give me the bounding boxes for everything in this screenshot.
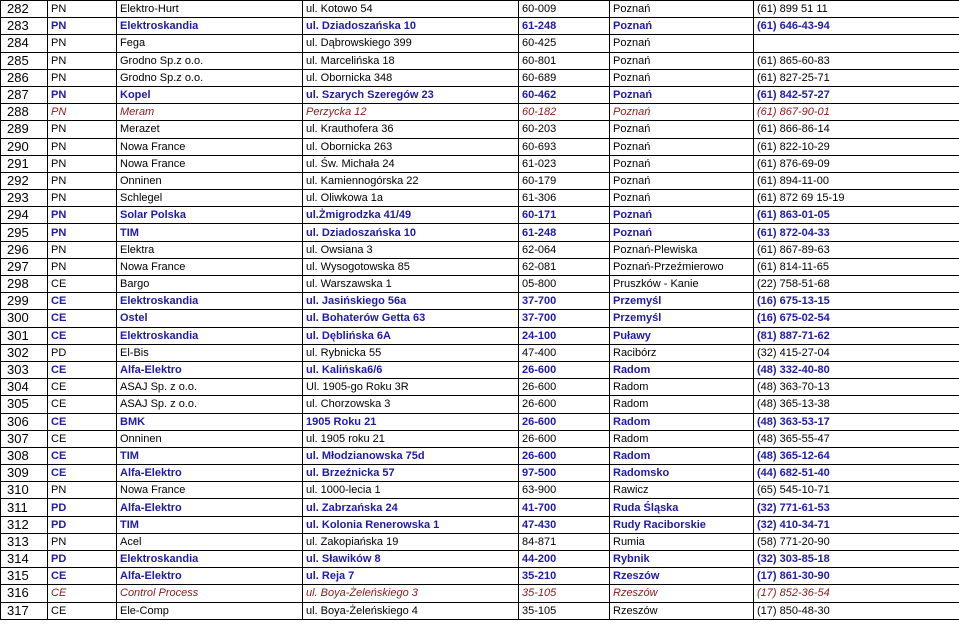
company-cell: Elektroskandia [117, 18, 303, 35]
table-row [1, 585, 959, 602]
city-cell: Poznań-Przeźmierowo [610, 258, 754, 275]
region-cell: PD [48, 551, 117, 568]
zip-cell: 60-171 [519, 207, 610, 224]
phone-cell: (61) 899 51 11 [754, 1, 959, 18]
zip-cell: 35-210 [519, 568, 610, 585]
city-cell: Przemyśl [610, 310, 754, 327]
row-number-cell: 313 [1, 533, 48, 550]
row-number-cell: 308 [1, 447, 48, 464]
street-cell: Ul. 1905-go Roku 3R [303, 379, 519, 396]
region-cell: PN [48, 18, 117, 35]
phone-cell: (61) 822-10-29 [754, 138, 959, 155]
zip-cell: 61-248 [519, 224, 610, 241]
company-cell: ASAJ Sp. z o.o. [117, 396, 303, 413]
phone-cell: (48) 365-12-64 [754, 447, 959, 464]
city-cell: Poznań [610, 52, 754, 69]
street-cell: ul. Młodzianowska 75d [303, 447, 519, 464]
zip-cell: 63-900 [519, 482, 610, 499]
zip-cell: 26-600 [519, 413, 610, 430]
company-cell: Nowa France [117, 482, 303, 499]
phone-cell: (48) 365-13-38 [754, 396, 959, 413]
company-cell: Elektroskandia [117, 327, 303, 344]
street-cell: ul. Reja 7 [303, 568, 519, 585]
city-cell: Rzeszów [610, 568, 754, 585]
row-number-cell: 301 [1, 327, 48, 344]
street-cell: ul. Obornicka 263 [303, 138, 519, 155]
company-cell: ASAJ Sp. z o.o. [117, 379, 303, 396]
table-row [1, 602, 959, 619]
zip-cell: 84-871 [519, 533, 610, 550]
city-cell: Puławy [610, 327, 754, 344]
phone-cell: (32) 303-85-18 [754, 551, 959, 568]
zip-cell: 62-064 [519, 241, 610, 258]
region-cell: PN [48, 190, 117, 207]
table-row [1, 465, 959, 482]
city-cell: Poznań [610, 35, 754, 52]
row-number-cell: 286 [1, 69, 48, 86]
street-cell: ul. Obornicka 348 [303, 69, 519, 86]
region-cell: PN [48, 69, 117, 86]
region-cell: PN [48, 138, 117, 155]
company-cell: Meram [117, 104, 303, 121]
street-cell: ul. Marcelińska 18 [303, 52, 519, 69]
zip-cell: 44-200 [519, 551, 610, 568]
street-cell: ul. Bohaterów Getta 63 [303, 310, 519, 327]
city-cell: Rybnik [610, 551, 754, 568]
table-row [1, 35, 959, 52]
zip-cell: 60-693 [519, 138, 610, 155]
phone-cell: (61) 876-69-09 [754, 155, 959, 172]
company-cell: Acel [117, 533, 303, 550]
phone-cell: (17) 850-48-30 [754, 602, 959, 619]
zip-cell: 26-600 [519, 379, 610, 396]
city-cell: Radomsko [610, 465, 754, 482]
phone-cell: (17) 852-36-54 [754, 585, 959, 602]
row-number-cell: 299 [1, 293, 48, 310]
region-cell: CE [48, 465, 117, 482]
phone-cell: (58) 771-20-90 [754, 533, 959, 550]
city-cell: Poznań [610, 18, 754, 35]
table-row [1, 533, 959, 550]
zip-cell: 61-248 [519, 18, 610, 35]
company-cell: Alfa-Elektro [117, 568, 303, 585]
region-cell: PN [48, 533, 117, 550]
phone-cell: (48) 332-40-80 [754, 361, 959, 378]
table-row [1, 190, 959, 207]
table-row [1, 447, 959, 464]
zip-cell: 60-689 [519, 69, 610, 86]
company-cell: Onninen [117, 430, 303, 447]
row-number-cell: 311 [1, 499, 48, 516]
city-cell: Poznań [610, 190, 754, 207]
company-cell: Elektra [117, 241, 303, 258]
row-number-cell: 307 [1, 430, 48, 447]
phone-cell: (61) 866-86-14 [754, 121, 959, 138]
table-row [1, 155, 959, 172]
region-cell: CE [48, 310, 117, 327]
row-number-cell: 288 [1, 104, 48, 121]
street-cell: ul. Dęblińska 6A [303, 327, 519, 344]
company-cell: TIM [117, 224, 303, 241]
table-row [1, 276, 959, 293]
row-number-cell: 317 [1, 602, 48, 619]
region-cell: CE [48, 379, 117, 396]
city-cell: Radom [610, 361, 754, 378]
street-cell: ul.Żmigrodzka 41/49 [303, 207, 519, 224]
zip-cell: 41-700 [519, 499, 610, 516]
zip-cell: 97-500 [519, 465, 610, 482]
company-cell: TIM [117, 516, 303, 533]
company-cell: Ostel [117, 310, 303, 327]
city-cell: Poznań [610, 69, 754, 86]
phone-cell: (61) 646-43-94 [754, 18, 959, 35]
street-cell: ul. Kamiennogórska 22 [303, 172, 519, 189]
region-cell: CE [48, 327, 117, 344]
street-cell: ul. Boya-Żeleńskiego 3 [303, 585, 519, 602]
table-row [1, 568, 959, 585]
table-row [1, 293, 959, 310]
region-cell: CE [48, 430, 117, 447]
table-row [1, 396, 959, 413]
city-cell: Rzeszów [610, 585, 754, 602]
city-cell: Radom [610, 379, 754, 396]
street-cell: ul. Warszawska 1 [303, 276, 519, 293]
phone-cell: (32) 415-27-04 [754, 344, 959, 361]
street-cell: ul. Krauthofera 36 [303, 121, 519, 138]
phone-cell: (44) 682-51-40 [754, 465, 959, 482]
zip-cell: 60-203 [519, 121, 610, 138]
row-number-cell: 294 [1, 207, 48, 224]
row-number-cell: 297 [1, 258, 48, 275]
row-number-cell: 284 [1, 35, 48, 52]
region-cell: PN [48, 241, 117, 258]
row-number-cell: 289 [1, 121, 48, 138]
street-cell: Perzycka 12 [303, 104, 519, 121]
table-row [1, 52, 959, 69]
row-number-cell: 309 [1, 465, 48, 482]
row-number-cell: 304 [1, 379, 48, 396]
region-cell: CE [48, 447, 117, 464]
zip-cell: 62-081 [519, 258, 610, 275]
table-row [1, 361, 959, 378]
table-row [1, 224, 959, 241]
phone-cell [754, 35, 959, 52]
company-cell: Elektroskandia [117, 551, 303, 568]
row-number-cell: 316 [1, 585, 48, 602]
company-cell: Elektro-Hurt [117, 1, 303, 18]
region-cell: PN [48, 172, 117, 189]
city-cell: Poznań [610, 138, 754, 155]
row-number-cell: 285 [1, 52, 48, 69]
phone-cell: (32) 771-61-53 [754, 499, 959, 516]
company-cell: Nowa France [117, 155, 303, 172]
table-row [1, 430, 959, 447]
row-number-cell: 283 [1, 18, 48, 35]
city-cell: Poznań [610, 224, 754, 241]
street-cell: ul. Brzeźnicka 57 [303, 465, 519, 482]
city-cell: Radom [610, 396, 754, 413]
company-cell: El-Bis [117, 344, 303, 361]
row-number-cell: 287 [1, 86, 48, 103]
company-cell: Alfa-Elektro [117, 465, 303, 482]
table-row [1, 138, 959, 155]
zip-cell: 24-100 [519, 327, 610, 344]
region-cell: CE [48, 276, 117, 293]
street-cell: ul. Jasińskiego 56a [303, 293, 519, 310]
table-row [1, 482, 959, 499]
company-cell: Control Process [117, 585, 303, 602]
city-cell: Rudy Raciborskie [610, 516, 754, 533]
region-cell: PN [48, 258, 117, 275]
region-cell: PN [48, 224, 117, 241]
street-cell: 1905 Roku 21 [303, 413, 519, 430]
table-row [1, 121, 959, 138]
city-cell: Radom [610, 447, 754, 464]
street-cell: ul. Zabrzańska 24 [303, 499, 519, 516]
row-number-cell: 295 [1, 224, 48, 241]
street-cell: ul. Sławików 8 [303, 551, 519, 568]
city-cell: Ruda Śląska [610, 499, 754, 516]
company-cell: Nowa France [117, 258, 303, 275]
street-cell: ul. Szarych Szeregów 23 [303, 86, 519, 103]
region-cell: PN [48, 121, 117, 138]
phone-cell: (81) 887-71-62 [754, 327, 959, 344]
city-cell: Poznań-Plewiska [610, 241, 754, 258]
region-cell: CE [48, 585, 117, 602]
phone-cell: (61) 814-11-65 [754, 258, 959, 275]
region-cell: CE [48, 568, 117, 585]
table-row [1, 1, 959, 18]
row-number-cell: 282 [1, 1, 48, 18]
row-number-cell: 310 [1, 482, 48, 499]
company-cell: Schlegel [117, 190, 303, 207]
table-row [1, 172, 959, 189]
region-cell: PD [48, 344, 117, 361]
zip-cell: 35-105 [519, 585, 610, 602]
region-cell: PN [48, 52, 117, 69]
table-row [1, 344, 959, 361]
table-body [1, 1, 959, 620]
zip-cell: 60-462 [519, 86, 610, 103]
city-cell: Poznań [610, 121, 754, 138]
company-cell: Solar Polska [117, 207, 303, 224]
row-number-cell: 312 [1, 516, 48, 533]
company-cell: Elektroskandia [117, 293, 303, 310]
region-cell: PN [48, 86, 117, 103]
zip-cell: 37-700 [519, 310, 610, 327]
street-cell: ul. Boya-Żeleńskiego 4 [303, 602, 519, 619]
company-cell: Merazet [117, 121, 303, 138]
street-cell: ul. Kalińska6/6 [303, 361, 519, 378]
table-row [1, 241, 959, 258]
city-cell: Przemyśl [610, 293, 754, 310]
city-cell: Poznań [610, 1, 754, 18]
region-cell: PN [48, 482, 117, 499]
phone-cell: (61) 894-11-00 [754, 172, 959, 189]
table-row [1, 499, 959, 516]
row-number-cell: 296 [1, 241, 48, 258]
row-number-cell: 290 [1, 138, 48, 155]
zip-cell: 61-023 [519, 155, 610, 172]
city-cell: Radom [610, 430, 754, 447]
street-cell: ul. Dziadoszańska 10 [303, 18, 519, 35]
phone-cell: (61) 863-01-05 [754, 207, 959, 224]
region-cell: PN [48, 1, 117, 18]
city-cell: Poznań [610, 207, 754, 224]
region-cell: CE [48, 602, 117, 619]
region-cell: PN [48, 35, 117, 52]
phone-cell: (17) 861-30-90 [754, 568, 959, 585]
company-cell: BMK [117, 413, 303, 430]
phone-cell: (48) 365-55-47 [754, 430, 959, 447]
phone-cell: (16) 675-13-15 [754, 293, 959, 310]
phone-cell: (16) 675-02-54 [754, 310, 959, 327]
company-cell: Grodno Sp.z o.o. [117, 69, 303, 86]
row-number-cell: 314 [1, 551, 48, 568]
company-cell: Kopel [117, 86, 303, 103]
city-cell: Poznań [610, 104, 754, 121]
street-cell: ul. Rybnicka 55 [303, 344, 519, 361]
phone-cell: (61) 827-25-71 [754, 69, 959, 86]
street-cell: ul. 1905 roku 21 [303, 430, 519, 447]
region-cell: PN [48, 104, 117, 121]
row-number-cell: 293 [1, 190, 48, 207]
zip-cell: 61-306 [519, 190, 610, 207]
zip-cell: 60-182 [519, 104, 610, 121]
phone-cell: (61) 842-57-27 [754, 86, 959, 103]
region-cell: PD [48, 499, 117, 516]
row-number-cell: 300 [1, 310, 48, 327]
company-cell: Bargo [117, 276, 303, 293]
company-cell: Alfa-Elektro [117, 499, 303, 516]
city-cell: Radom [610, 413, 754, 430]
city-cell: Poznań [610, 172, 754, 189]
row-number-cell: 291 [1, 155, 48, 172]
zip-cell: 26-600 [519, 430, 610, 447]
zip-cell: 26-600 [519, 447, 610, 464]
city-cell: Rumia [610, 533, 754, 550]
zip-cell: 26-600 [519, 361, 610, 378]
street-cell: ul. Owsiana 3 [303, 241, 519, 258]
company-cell: Nowa France [117, 138, 303, 155]
table-row [1, 207, 959, 224]
row-number-cell: 315 [1, 568, 48, 585]
street-cell: ul. Kolonia Renerowska 1 [303, 516, 519, 533]
zip-cell: 05-800 [519, 276, 610, 293]
city-cell: Racibórz [610, 344, 754, 361]
city-cell: Poznań [610, 86, 754, 103]
zip-cell: 37-700 [519, 293, 610, 310]
phone-cell: (32) 410-34-71 [754, 516, 959, 533]
table-row [1, 327, 959, 344]
zip-cell: 35-105 [519, 602, 610, 619]
region-cell: PD [48, 516, 117, 533]
phone-cell: (61) 867-89-63 [754, 241, 959, 258]
company-cell: Onninen [117, 172, 303, 189]
street-cell: ul. Dziadoszańska 10 [303, 224, 519, 241]
row-number-cell: 302 [1, 344, 48, 361]
table-row [1, 310, 959, 327]
region-cell: PN [48, 207, 117, 224]
phone-cell: (61) 867-90-01 [754, 104, 959, 121]
table-row [1, 516, 959, 533]
street-cell: ul. Św. Michała 24 [303, 155, 519, 172]
row-number-cell: 305 [1, 396, 48, 413]
zip-cell: 47-430 [519, 516, 610, 533]
phone-cell: (61) 865-60-83 [754, 52, 959, 69]
phone-cell: (61) 872 69 15-19 [754, 190, 959, 207]
company-cell: Fega [117, 35, 303, 52]
phone-cell: (65) 545-10-71 [754, 482, 959, 499]
table-row [1, 258, 959, 275]
street-cell: ul. Zakopiańska 19 [303, 533, 519, 550]
phone-cell: (22) 758-51-68 [754, 276, 959, 293]
zip-cell: 60-801 [519, 52, 610, 69]
table-row [1, 69, 959, 86]
phone-cell: (61) 872-04-33 [754, 224, 959, 241]
street-cell: ul. Oliwkowa 1a [303, 190, 519, 207]
street-cell: ul. 1000-lecia 1 [303, 482, 519, 499]
zip-cell: 26-600 [519, 396, 610, 413]
region-cell: PN [48, 155, 117, 172]
street-cell: ul. Dąbrowskiego 399 [303, 35, 519, 52]
phone-cell: (48) 363-70-13 [754, 379, 959, 396]
city-cell: Poznań [610, 155, 754, 172]
city-cell: Rzeszów [610, 602, 754, 619]
zip-cell: 60-009 [519, 1, 610, 18]
table-row [1, 379, 959, 396]
company-cell: TIM [117, 447, 303, 464]
region-cell: CE [48, 361, 117, 378]
street-cell: ul. Kotowo 54 [303, 1, 519, 18]
company-cell: Grodno Sp.z o.o. [117, 52, 303, 69]
company-cell: Alfa-Elektro [117, 361, 303, 378]
table-row [1, 551, 959, 568]
company-cell: Ele-Comp [117, 602, 303, 619]
city-cell: Pruszków - Kanie [610, 276, 754, 293]
zip-cell: 47-400 [519, 344, 610, 361]
table-row [1, 104, 959, 121]
city-cell: Rawicz [610, 482, 754, 499]
row-number-cell: 298 [1, 276, 48, 293]
zip-cell: 60-425 [519, 35, 610, 52]
row-number-cell: 306 [1, 413, 48, 430]
region-cell: CE [48, 396, 117, 413]
street-cell: ul. Wysogotowska 85 [303, 258, 519, 275]
row-number-cell: 292 [1, 172, 48, 189]
zip-cell: 60-179 [519, 172, 610, 189]
table-row [1, 86, 959, 103]
table-row [1, 18, 959, 35]
table-row [1, 413, 959, 430]
street-cell: ul. Chorzowska 3 [303, 396, 519, 413]
region-cell: CE [48, 293, 117, 310]
row-number-cell: 303 [1, 361, 48, 378]
phone-cell: (48) 363-53-17 [754, 413, 959, 430]
region-cell: CE [48, 413, 117, 430]
